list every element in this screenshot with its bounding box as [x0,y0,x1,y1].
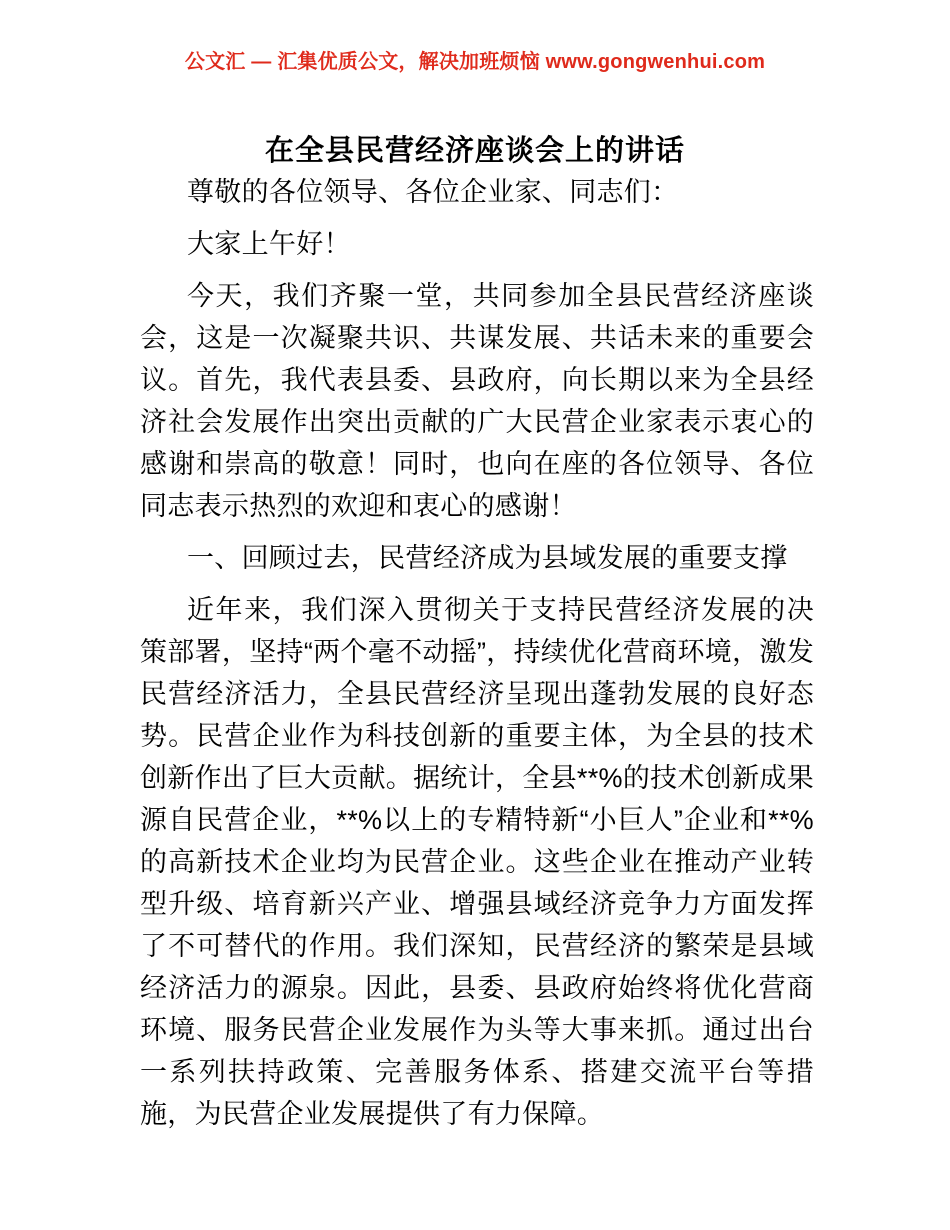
document-body [140,171,814,1145]
salutation-line: 尊敬的各位领导、各位企业家、同志们： [187,177,679,207]
intro-paragraph: 今天，我们齐聚一堂，共同参加全县民营经济座谈会，这是一次凝聚共识、共谋发展、共话未来的重要会议。首先，我代表县委、县政府，向长期以来为全县经济社会发展作出突出贡献的广大民营企业家表示衷心的感谢和崇高的敬意！同时，也向在座的各位领导、各位同志表示热烈的欢迎和衷心的感谢！ [140,281,814,521]
section-body-1: 近年来，我们深入贯彻关于支持民营经济发展的决策部署，坚持“两个毫不动摇”，持续优化营商环境，激发民营经济活力，全县民营经济呈现出蓬勃发展的良好态势。民营企业作为科技创新的重要主体，为全县的技术创新作出了巨大贡献。据统计，全县**%的技术创新成果源自民营企业，**%以上的专精特新“小巨人”企业和**%的高新技术企业均为民营企业。这些企业在推动产业转型升级、培育新兴产业、增强县域经济竞争力方面发挥了不可替代的作用。我们深知，民营经济的繁荣是县域经济活力的源泉。因此，县委、县政府始终将优化营商环境、服务民营企业发展作为头等大事来抓。通过出台一系列扶持政策、完善服务体系、搭建交流平台等措施，为民营企业发展提供了有力保障。 [140,595,814,1129]
site-watermark-header: 公文汇 — 汇集优质公文，解决加班烦恼 www.gongwenhui.com [184,51,766,73]
greeting-line: 大家上午好！ [187,229,351,259]
document-title: 在全县民营经济座谈会上的讲话 [264,135,685,168]
section-heading-1: 一、回顾过去，民营经济成为县域发展的重要支撑 [187,543,788,573]
